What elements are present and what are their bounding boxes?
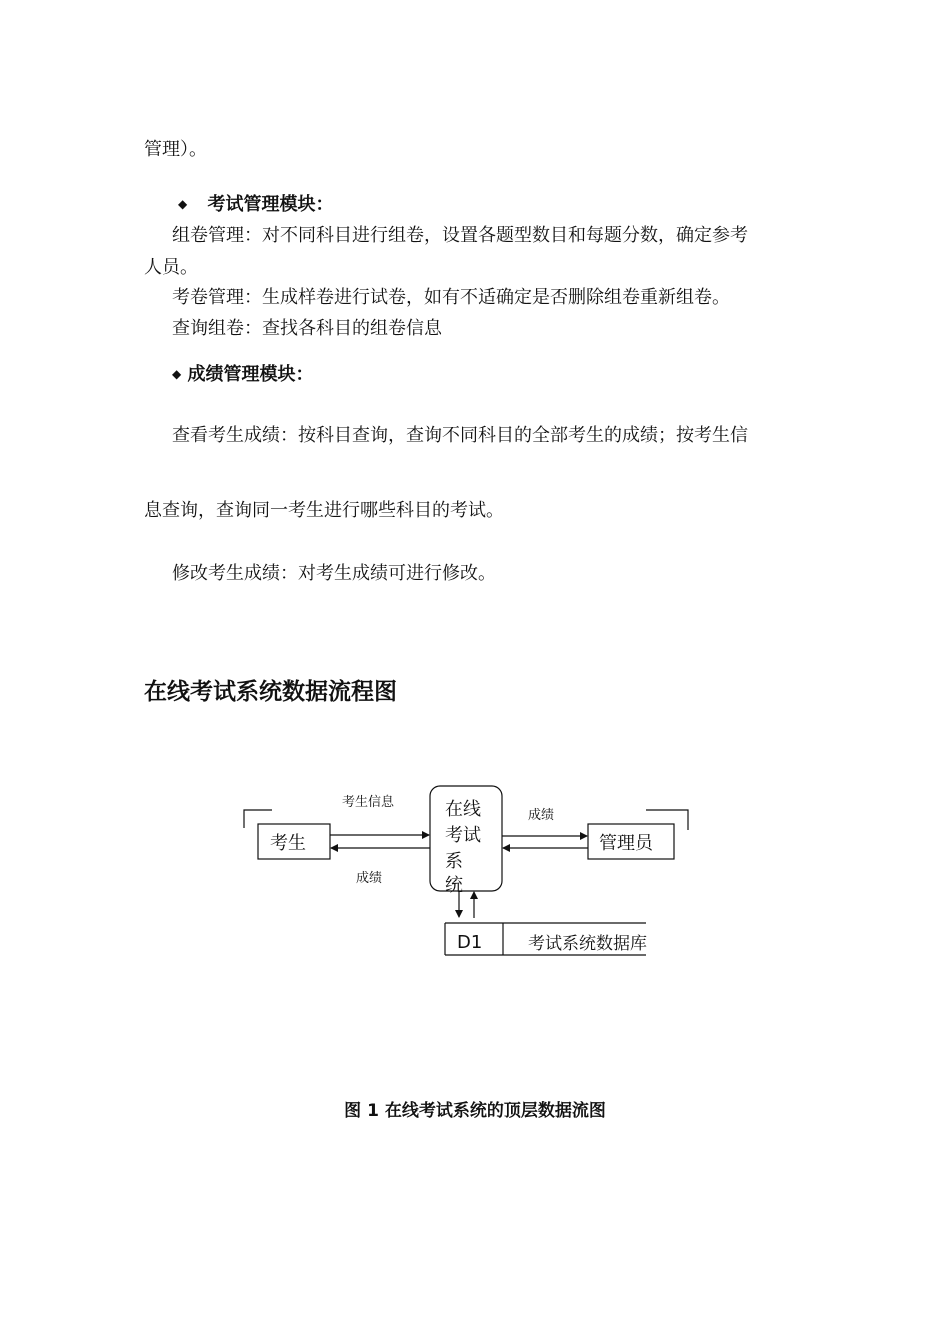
student-entity	[244, 810, 330, 859]
text-line-1: 管理）。	[144, 139, 207, 160]
data-store-id: D1	[457, 932, 483, 953]
text-line-4: 考卷管理：生成样卷进行试卷，如有不适确定是否删除组卷重新组卷。	[172, 287, 730, 308]
student-entity-label: 考生	[270, 833, 306, 854]
exam-module-title: 考试管理模块：	[207, 194, 334, 215]
process-label-line-1: 在线	[445, 799, 481, 820]
text-line-3b: 人员。	[144, 257, 198, 278]
process-node	[430, 786, 502, 896]
process-label-line-4: 统	[445, 875, 463, 896]
diamond-bullet-icon: ◆	[178, 197, 188, 211]
figure-caption: 图 1 在线考试系统的顶层数据流图	[344, 1101, 606, 1121]
flow-label-student-info: 考生信息	[342, 795, 395, 810]
diamond-bullet-icon: ◆	[172, 367, 182, 381]
text-line-7b: 息查询，查询同一考生进行哪些科目的考试。	[144, 500, 504, 521]
process-label-line-3: 系	[445, 851, 463, 872]
admin-entity	[588, 810, 688, 859]
admin-entity-label: 管理员	[599, 833, 653, 854]
flow-label-score-to-student: 成绩	[356, 871, 383, 886]
text-line-7a: 查看考生成绩：按科目查询，查询不同科目的全部考生的成绩；按考生信	[172, 425, 748, 446]
text-line-8: 修改考生成绩：对考生成绩可进行修改。	[172, 563, 496, 584]
process-label-line-2: 考试	[445, 825, 481, 846]
text-line-5: 查询组卷：查找各科目的组卷信息	[172, 318, 442, 339]
data-store	[445, 923, 647, 955]
flow-label-score-admin: 成绩	[528, 808, 555, 823]
score-module-title: 成绩管理模块：	[187, 364, 314, 385]
section-title: 在线考试系统数据流程图	[144, 679, 397, 705]
data-store-name: 考试系统数据库	[528, 934, 647, 954]
text-line-3a: 组卷管理：对不同科目进行组卷，设置各题型数目和每题分数，确定参考	[172, 225, 748, 246]
